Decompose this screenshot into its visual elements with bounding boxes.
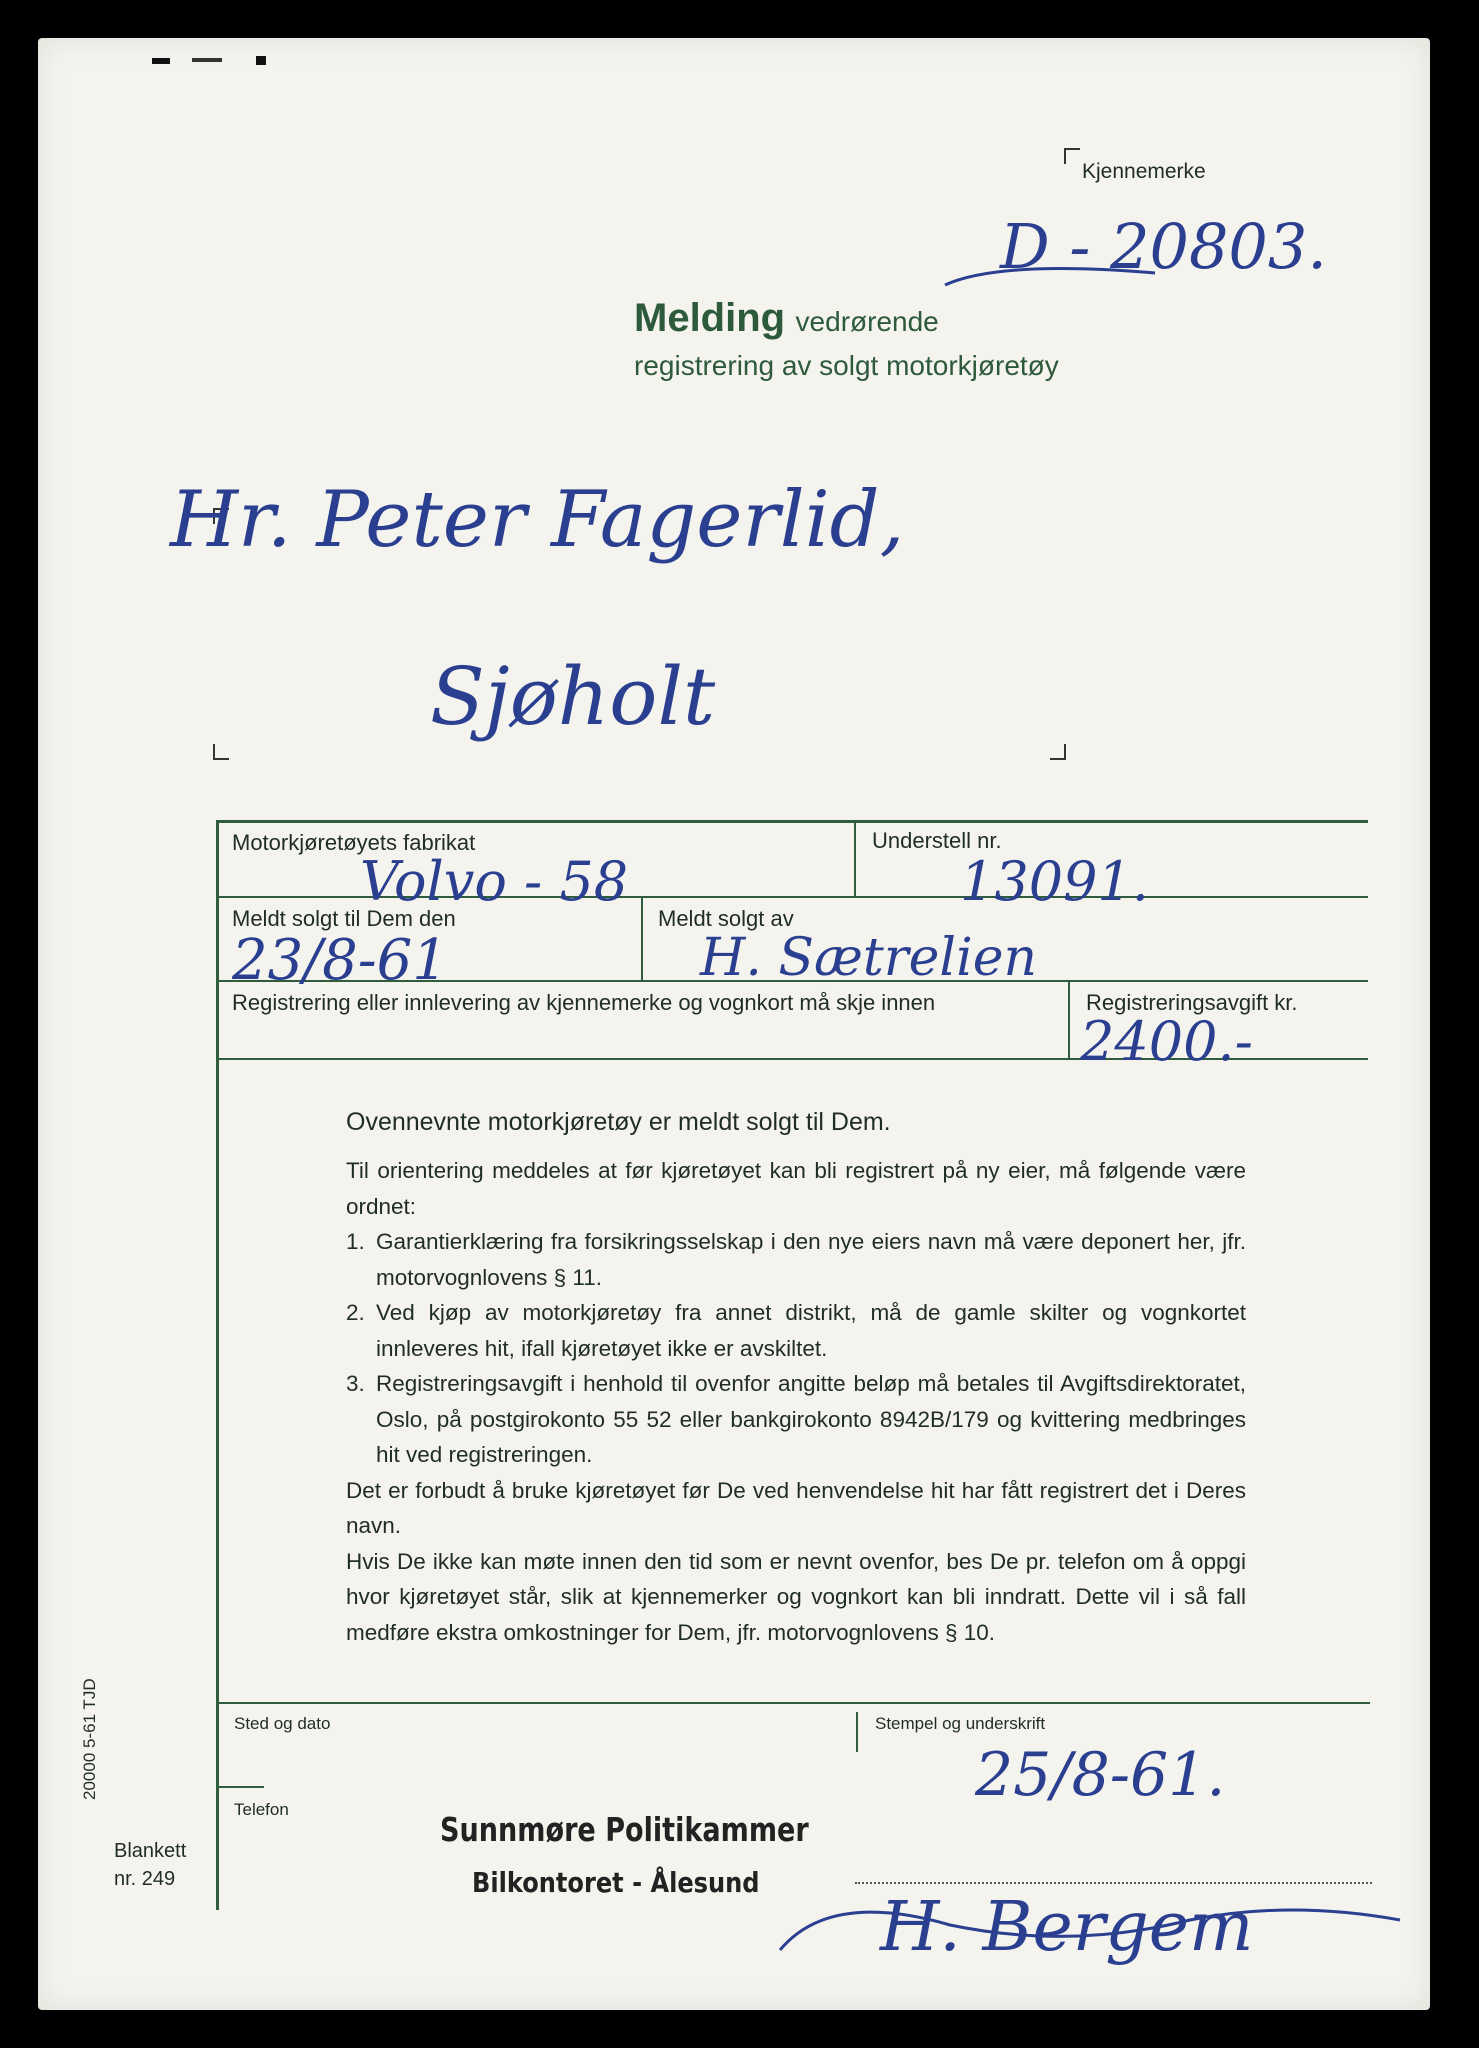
address-line2: Sjøholt: [430, 650, 716, 743]
understell-label: Understell nr.: [872, 828, 1002, 853]
body-para3: Hvis De ikke kan møte innen den tid som er nevnt ovenfor, bes De pr. telefon om å oppgi hvor kjøretøyet står, slik at kjennemerker og vognkort kan bli inndratt. Dette vil i så fall medføre ekstra omkostninger for Dem, jfr. motorvognlovens § 10.: [346, 1548, 1246, 1645]
telefon-line: [216, 1786, 264, 1788]
meldt-dato-label: Meldt solgt til Dem den: [232, 906, 456, 931]
list-item: [346, 1366, 1246, 1473]
list-item: [346, 1295, 1246, 1366]
body-para2: Det er forbudt å bruke kjøretøyet før De ved henvendelse hit har fått registrert det i Deres navn.: [346, 1477, 1246, 1538]
avgift-value: 2400.-: [1080, 1010, 1253, 1073]
form-divider-1: [854, 820, 856, 896]
form-title: [634, 296, 939, 341]
body-heading: Ovennevnte motorkjøretøy er meldt solgt til Dem.: [346, 1108, 891, 1136]
body-intro: Til orientering meddeles at før kjøretøyet kan bli registrert på ny eier, må følgende være ordnet:: [346, 1158, 1246, 1219]
sted-label: Sted og dato: [234, 1714, 331, 1733]
form-divider-2: [641, 896, 643, 980]
registrering-label: Registrering eller innlevering av kjennemerke og vognkort må skje innen: [232, 990, 936, 1015]
stempel-label: Stempel og underskrift: [875, 1714, 1046, 1733]
form-subtitle: registrering av solgt motorkjøretøy: [634, 350, 1059, 381]
footer-date-value: 25/8-61.: [975, 1740, 1226, 1810]
title-rest: vedrørende: [795, 306, 939, 337]
title-bold: Melding: [634, 296, 786, 340]
list-item: [346, 1224, 1246, 1295]
form-left-border: [216, 820, 219, 1910]
item-text: Registreringsavgift i henhold til ovenfor angitte beløp må betales til Avgiftsdirektoratet, Oslo, på postgirokonto 55 52 eller bankgirokonto 8942B/179 og kvittering medbringes hit ved registreringen.: [376, 1371, 1246, 1467]
item-number: 1.: [346, 1229, 365, 1254]
signature: H. Bergem: [880, 1888, 1254, 1967]
avgift-label: Registreringsavgift kr.: [1086, 990, 1298, 1015]
address-corner-br: [1050, 744, 1066, 760]
footer-divider: [856, 1712, 858, 1752]
footer-top-line: [216, 1702, 1370, 1704]
form-divider-3: [1068, 980, 1070, 1058]
kjennemerke-underline: [940, 255, 1160, 295]
print-code: 20000 5-61 TJD: [80, 1678, 99, 1800]
understell-value: 13091.: [960, 850, 1149, 913]
stamp-line1: Sunnmøre Politikammer: [440, 1810, 809, 1849]
item-number: 2.: [346, 1300, 365, 1325]
item-text: Ved kjøp av motorkjøretøy fra annet distrikt, må de gamle skilter og vognkortet innleveres hit, ifall kjøretøyet ikke er avskiltet.: [376, 1300, 1246, 1361]
blankett-line1: Blankett: [114, 1840, 187, 1862]
address-corner-bl: [213, 744, 229, 760]
blankett-line2: nr. 249: [114, 1868, 176, 1890]
kjennemerke-label: Kjennemerke: [1082, 160, 1206, 183]
stamp-line2: Bilkontoret - Ålesund: [472, 1866, 760, 1899]
item-number: 3.: [346, 1371, 365, 1396]
telefon-label: Telefon: [234, 1800, 289, 1819]
fabrikat-label: Motorkjøretøyets fabrikat: [232, 830, 476, 855]
address-line1: Hr. Peter Fagerlid,: [170, 475, 905, 565]
body-text: [346, 1153, 1246, 1650]
punch-marks: [152, 56, 272, 68]
kjennemerke-value: D - 20803.: [1000, 210, 1328, 283]
signature-flourish: [770, 1880, 1410, 1990]
form-top-line: [216, 820, 1368, 823]
kjennemerke-corner-mark: [1064, 148, 1080, 164]
meldt-dato-value: 23/8-61: [232, 928, 448, 993]
meldt-av-label: Meldt solgt av: [658, 906, 794, 931]
fabrikat-value: Volvo - 58: [360, 850, 629, 913]
meldt-av-value: H. Sætrelien: [700, 928, 1037, 988]
item-text: Garantierklæring fra forsikringsselskap i den nye eiers navn må være deponert her, jfr. motorvognlovens § 11.: [376, 1229, 1246, 1290]
